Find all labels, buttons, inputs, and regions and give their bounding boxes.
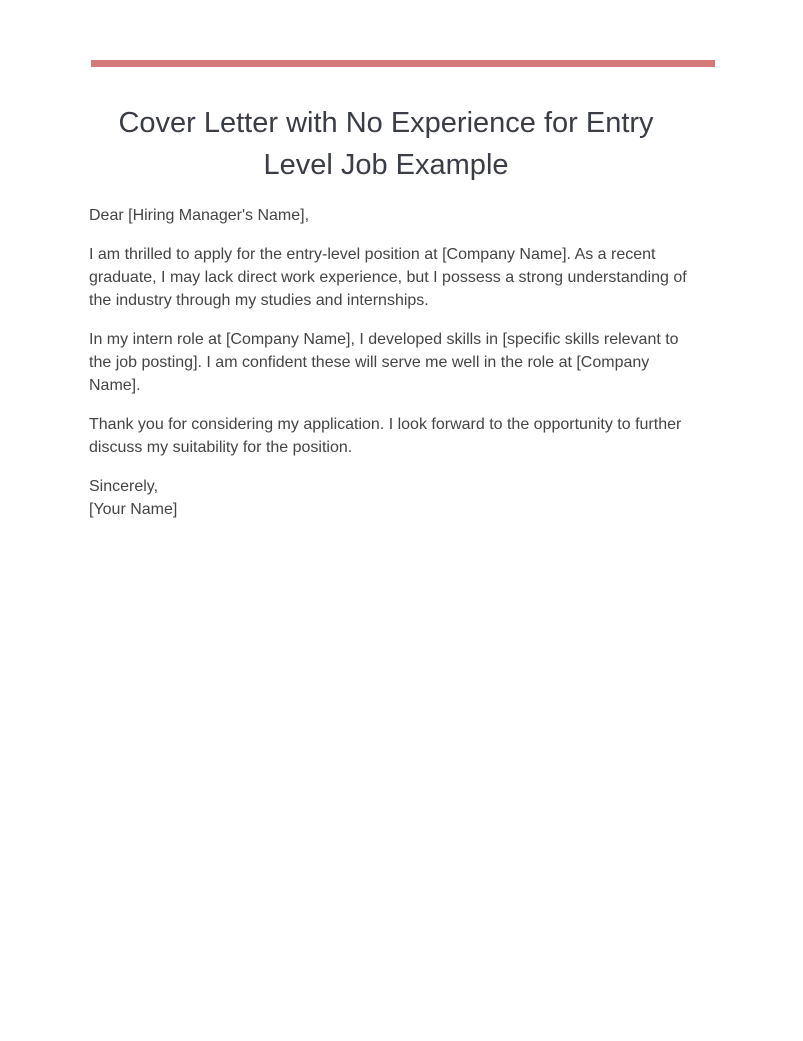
letter-body <box>89 204 689 521</box>
closing-block <box>89 475 689 521</box>
salutation: Dear [Hiring Manager's Name], <box>89 207 310 224</box>
paragraph-thanks: Thank you for considering my application. I look forward to the opportunity to further discuss my suitability for the position. <box>89 416 682 456</box>
closing: Sincerely, <box>89 478 159 495</box>
signature: [Your Name] <box>89 501 178 518</box>
document-title: Cover Letter with No Experience for Entry Level Job Example <box>118 107 654 181</box>
accent-bar <box>91 60 715 67</box>
paragraph-skills: In my intern role at [Company Name], I developed skills in [specific skills relevant to the job posting]. I am confident these will serve me well in the role at [Company Name]. <box>89 331 679 394</box>
paragraph-intro: I am thrilled to apply for the entry-level position at [Company Name]. As a recent graduate, I may lack direct work experience, but I possess a strong understanding of the industry through my studies and internships. <box>89 246 687 309</box>
